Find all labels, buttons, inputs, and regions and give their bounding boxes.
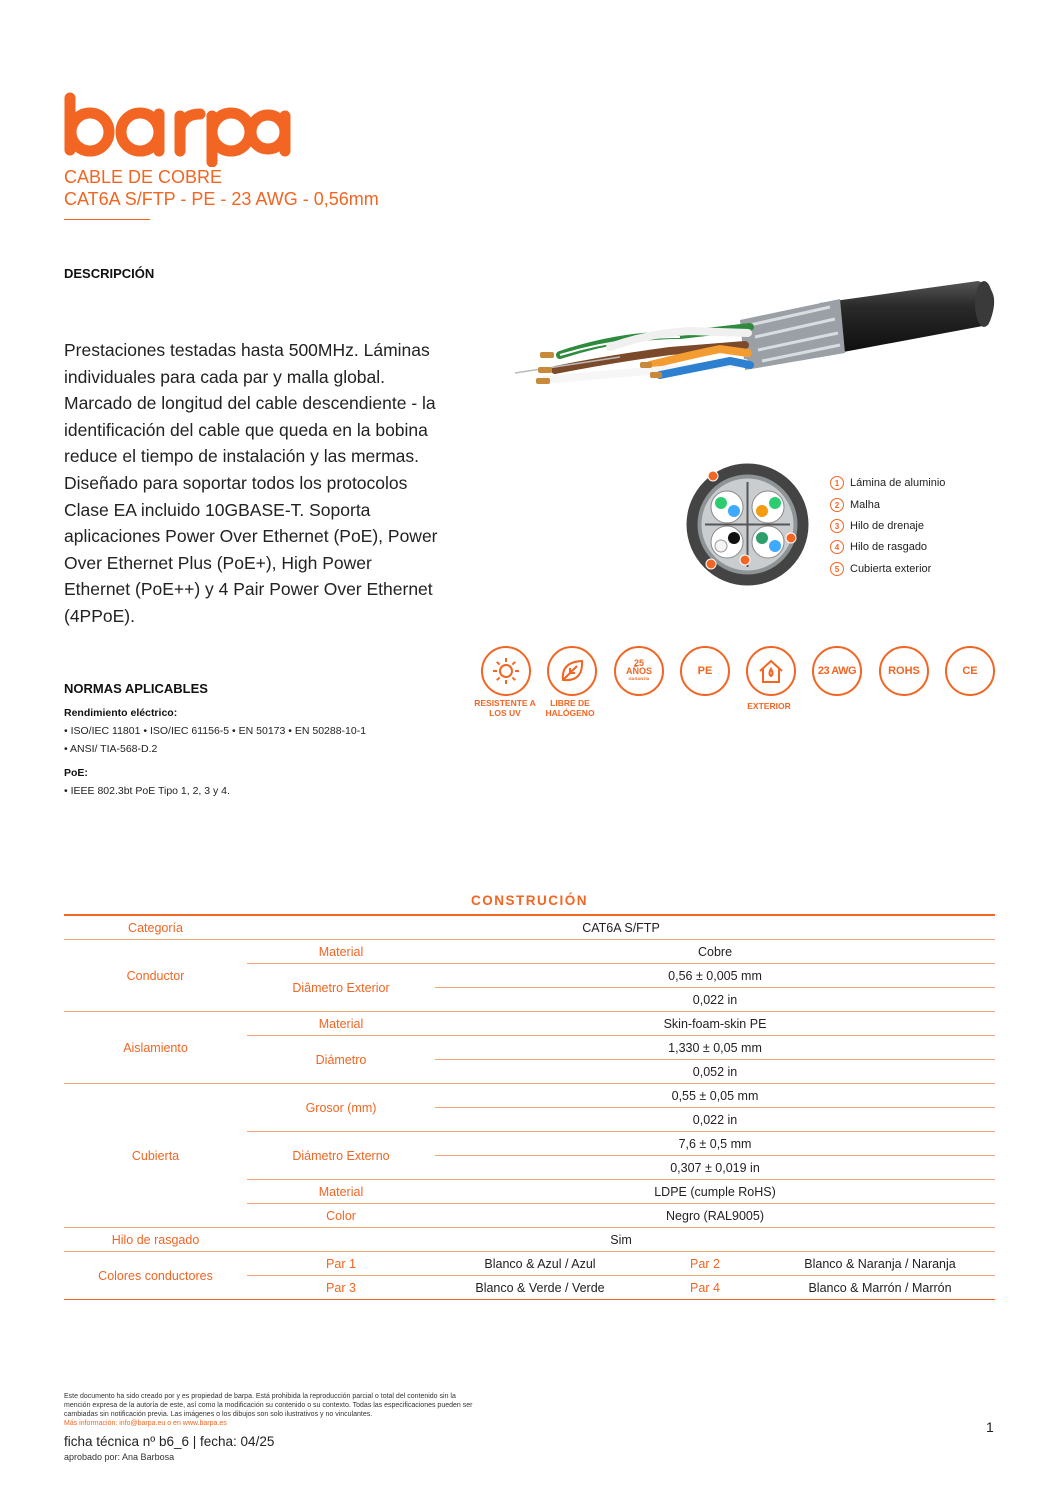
- table-row: [64, 915, 995, 940]
- warranty-badge: 25 AÑOS GARANTÍA: [614, 646, 664, 696]
- construction-table: [64, 914, 995, 1300]
- par2-label: Par 2: [645, 1252, 765, 1276]
- disclaimer-line: mención expresa de la autoría de este, así como la modificación su contenido o su contexto. Todas las especificaciones pueden ser: [64, 1402, 473, 1409]
- legend-item: [830, 539, 927, 555]
- sun-icon: [492, 657, 520, 685]
- legend-number: 2: [830, 498, 844, 512]
- categoria-label: Categoría: [64, 915, 247, 940]
- conductor-material-label: Material: [247, 940, 435, 964]
- cubierta-diameter-mm: 7,6 ± 0,5 mm: [435, 1132, 995, 1156]
- rendimiento-standards-ansi: • ANSI/ TIA-568-D.2: [64, 743, 158, 755]
- table-row: [64, 1012, 995, 1036]
- description-text: Prestaciones testadas hasta 500MHz. Láminas individuales para cada par y malla global. Marcado de longitud del cable descendiente - la identificación del cable que queda en la bobina reduce el tiempo de instalación y las mermas. Diseñado para soportar todos los protocolos Clase EA incluido 10GBASE-T. Soporta aplicaciones Power Over Ethernet (PoE), Power Over Ethernet Plus (PoE+), High Power Ethernet (PoE++) y 4 Pair Power Over Ethernet (4PPoE).: [64, 340, 438, 626]
- legend-number: 4: [830, 540, 844, 554]
- construction-heading: CONSTRUCIÓN: [471, 893, 588, 908]
- pe-badge: PE: [680, 646, 730, 696]
- cubierta-diameter-label: Diámetro Externo: [247, 1132, 435, 1180]
- aislamiento-material-value: Skin-foam-skin PE: [435, 1012, 995, 1036]
- conductor-material-value: Cobre: [435, 940, 995, 964]
- ce-badge: CE: [945, 646, 995, 696]
- cubierta-material-label: Material: [247, 1180, 435, 1204]
- aislamiento-material-label: Material: [247, 1012, 435, 1036]
- aislamiento-diameter-mm: 1,330 ± 0,05 mm: [435, 1036, 995, 1060]
- par1-value: Blanco & Azul / Azul: [435, 1252, 645, 1276]
- conductor-diameter-mm: 0,56 ± 0,005 mm: [435, 964, 995, 988]
- hilo-value: Sim: [247, 1228, 995, 1252]
- halogen-caption: LIBRE DE HALÓGENO: [545, 698, 595, 718]
- awg-badge: 23 AWG: [812, 646, 862, 696]
- leaf-icon: [558, 657, 586, 685]
- cubierta-grosor-in: 0,022 in: [435, 1108, 995, 1132]
- legend-label: Hilo de rasgado: [850, 541, 928, 553]
- legend-label: Hilo de drenaje: [850, 520, 924, 532]
- approved-by: aprobado por: Ana Barbosa: [64, 1452, 175, 1462]
- cubierta-grosor-mm: 0,55 ± 0,05 mm: [435, 1084, 995, 1108]
- ficha-tecnica: ficha técnica nº b6_6 | fecha: 04/25: [64, 1434, 275, 1449]
- cubierta-diameter-in: 0,307 ± 0,019 in: [435, 1156, 995, 1180]
- categoria-value: CAT6A S/FTP: [247, 915, 995, 940]
- legend-number: 3: [830, 519, 844, 533]
- product-spec-title: CAT6A S/FTP - PE - 23 AWG - 0,56mm: [64, 189, 379, 209]
- rendimiento-label: Rendimiento eléctrico:: [64, 707, 178, 719]
- aislamiento-label: Aislamiento: [64, 1012, 247, 1084]
- page-number: 1: [986, 1419, 994, 1435]
- cubierta-color-value: Negro (RAL9005): [435, 1204, 995, 1228]
- aislamiento-diameter-label: Diámetro: [247, 1036, 435, 1084]
- table-row: [64, 940, 995, 964]
- uv-caption: RESISTENTE A LOS UV: [474, 698, 536, 718]
- cubierta-material-value: LDPE (cumple RoHS): [435, 1180, 995, 1204]
- barpa-logo: [62, 92, 292, 167]
- legend-item: [830, 561, 931, 577]
- par1-label: Par 1: [247, 1252, 435, 1276]
- poe-standards: • IEEE 802.3bt PoE Tipo 1, 2, 3 y 4.: [64, 785, 230, 797]
- contact-info: Más información: info@barpa.eu o en www.barpa.es: [64, 1420, 227, 1427]
- table-row: [64, 1252, 995, 1276]
- conductor-label: Conductor: [64, 940, 247, 1012]
- par3-label: Par 3: [247, 1276, 435, 1300]
- cubierta-grosor-label: Grosor (mm): [247, 1084, 435, 1132]
- poe-label: PoE:: [64, 767, 88, 779]
- cubierta-label: Cubierta: [64, 1084, 247, 1228]
- table-row: [64, 1084, 995, 1108]
- par3-value: Blanco & Verde / Verde: [435, 1276, 645, 1300]
- par2-value: Blanco & Naranja / Naranja: [765, 1252, 995, 1276]
- legend-label: Cubierta exterior: [850, 563, 932, 575]
- colores-label: Colores conductores: [64, 1252, 247, 1300]
- hilo-label: Hilo de rasgado: [64, 1228, 247, 1252]
- legend-label: Malha: [850, 499, 880, 511]
- legend-label: Lámina de aluminio: [850, 477, 946, 489]
- house-icon: [757, 657, 785, 685]
- par4-value: Blanco & Marrón / Marrón: [765, 1276, 995, 1300]
- exterior-caption: EXTERIOR: [747, 701, 791, 711]
- normas-heading: NORMAS APLICABLES: [64, 681, 208, 696]
- disclaimer-line: cambiadas sin notificación previa. Las imágenes o los dibujos son solo ilustrativos y no vinculantes.: [64, 1411, 373, 1418]
- halogen-free-badge: [547, 646, 597, 696]
- description-heading: DESCRIPCIÓN: [64, 266, 155, 281]
- exterior-badge: [746, 646, 796, 696]
- conductor-diameter-label: Diâmetro Exterior: [247, 964, 435, 1012]
- conductor-diameter-in: 0,022 in: [435, 988, 995, 1012]
- aislamiento-diameter-in: 0,052 in: [435, 1060, 995, 1084]
- legend-number: 5: [830, 562, 844, 576]
- legend-item: [830, 475, 945, 491]
- table-row: [64, 1228, 995, 1252]
- disclaimer-line: Este documento ha sido creado por y es propiedad de barpa. Está prohibida la reproducción parcial o total del contenido sin la: [64, 1393, 456, 1400]
- legend-number: 1: [830, 476, 844, 490]
- cable-cross-section: [685, 462, 810, 587]
- product-category-title: CABLE DE COBRE: [64, 167, 223, 187]
- legend-item: [830, 518, 924, 534]
- cubierta-color-label: Color: [247, 1204, 435, 1228]
- rendimiento-standards: • ISO/IEC 11801 • ISO/IEC 61156-5 • EN 50173 • EN 50288-10-1: [64, 725, 367, 737]
- uv-resistant-badge: [481, 646, 531, 696]
- rohs-badge: ROHS: [879, 646, 929, 696]
- title-divider: [64, 219, 150, 220]
- par4-label: Par 4: [645, 1276, 765, 1300]
- legend-item: [830, 497, 880, 513]
- cable-product-image: [500, 275, 1000, 405]
